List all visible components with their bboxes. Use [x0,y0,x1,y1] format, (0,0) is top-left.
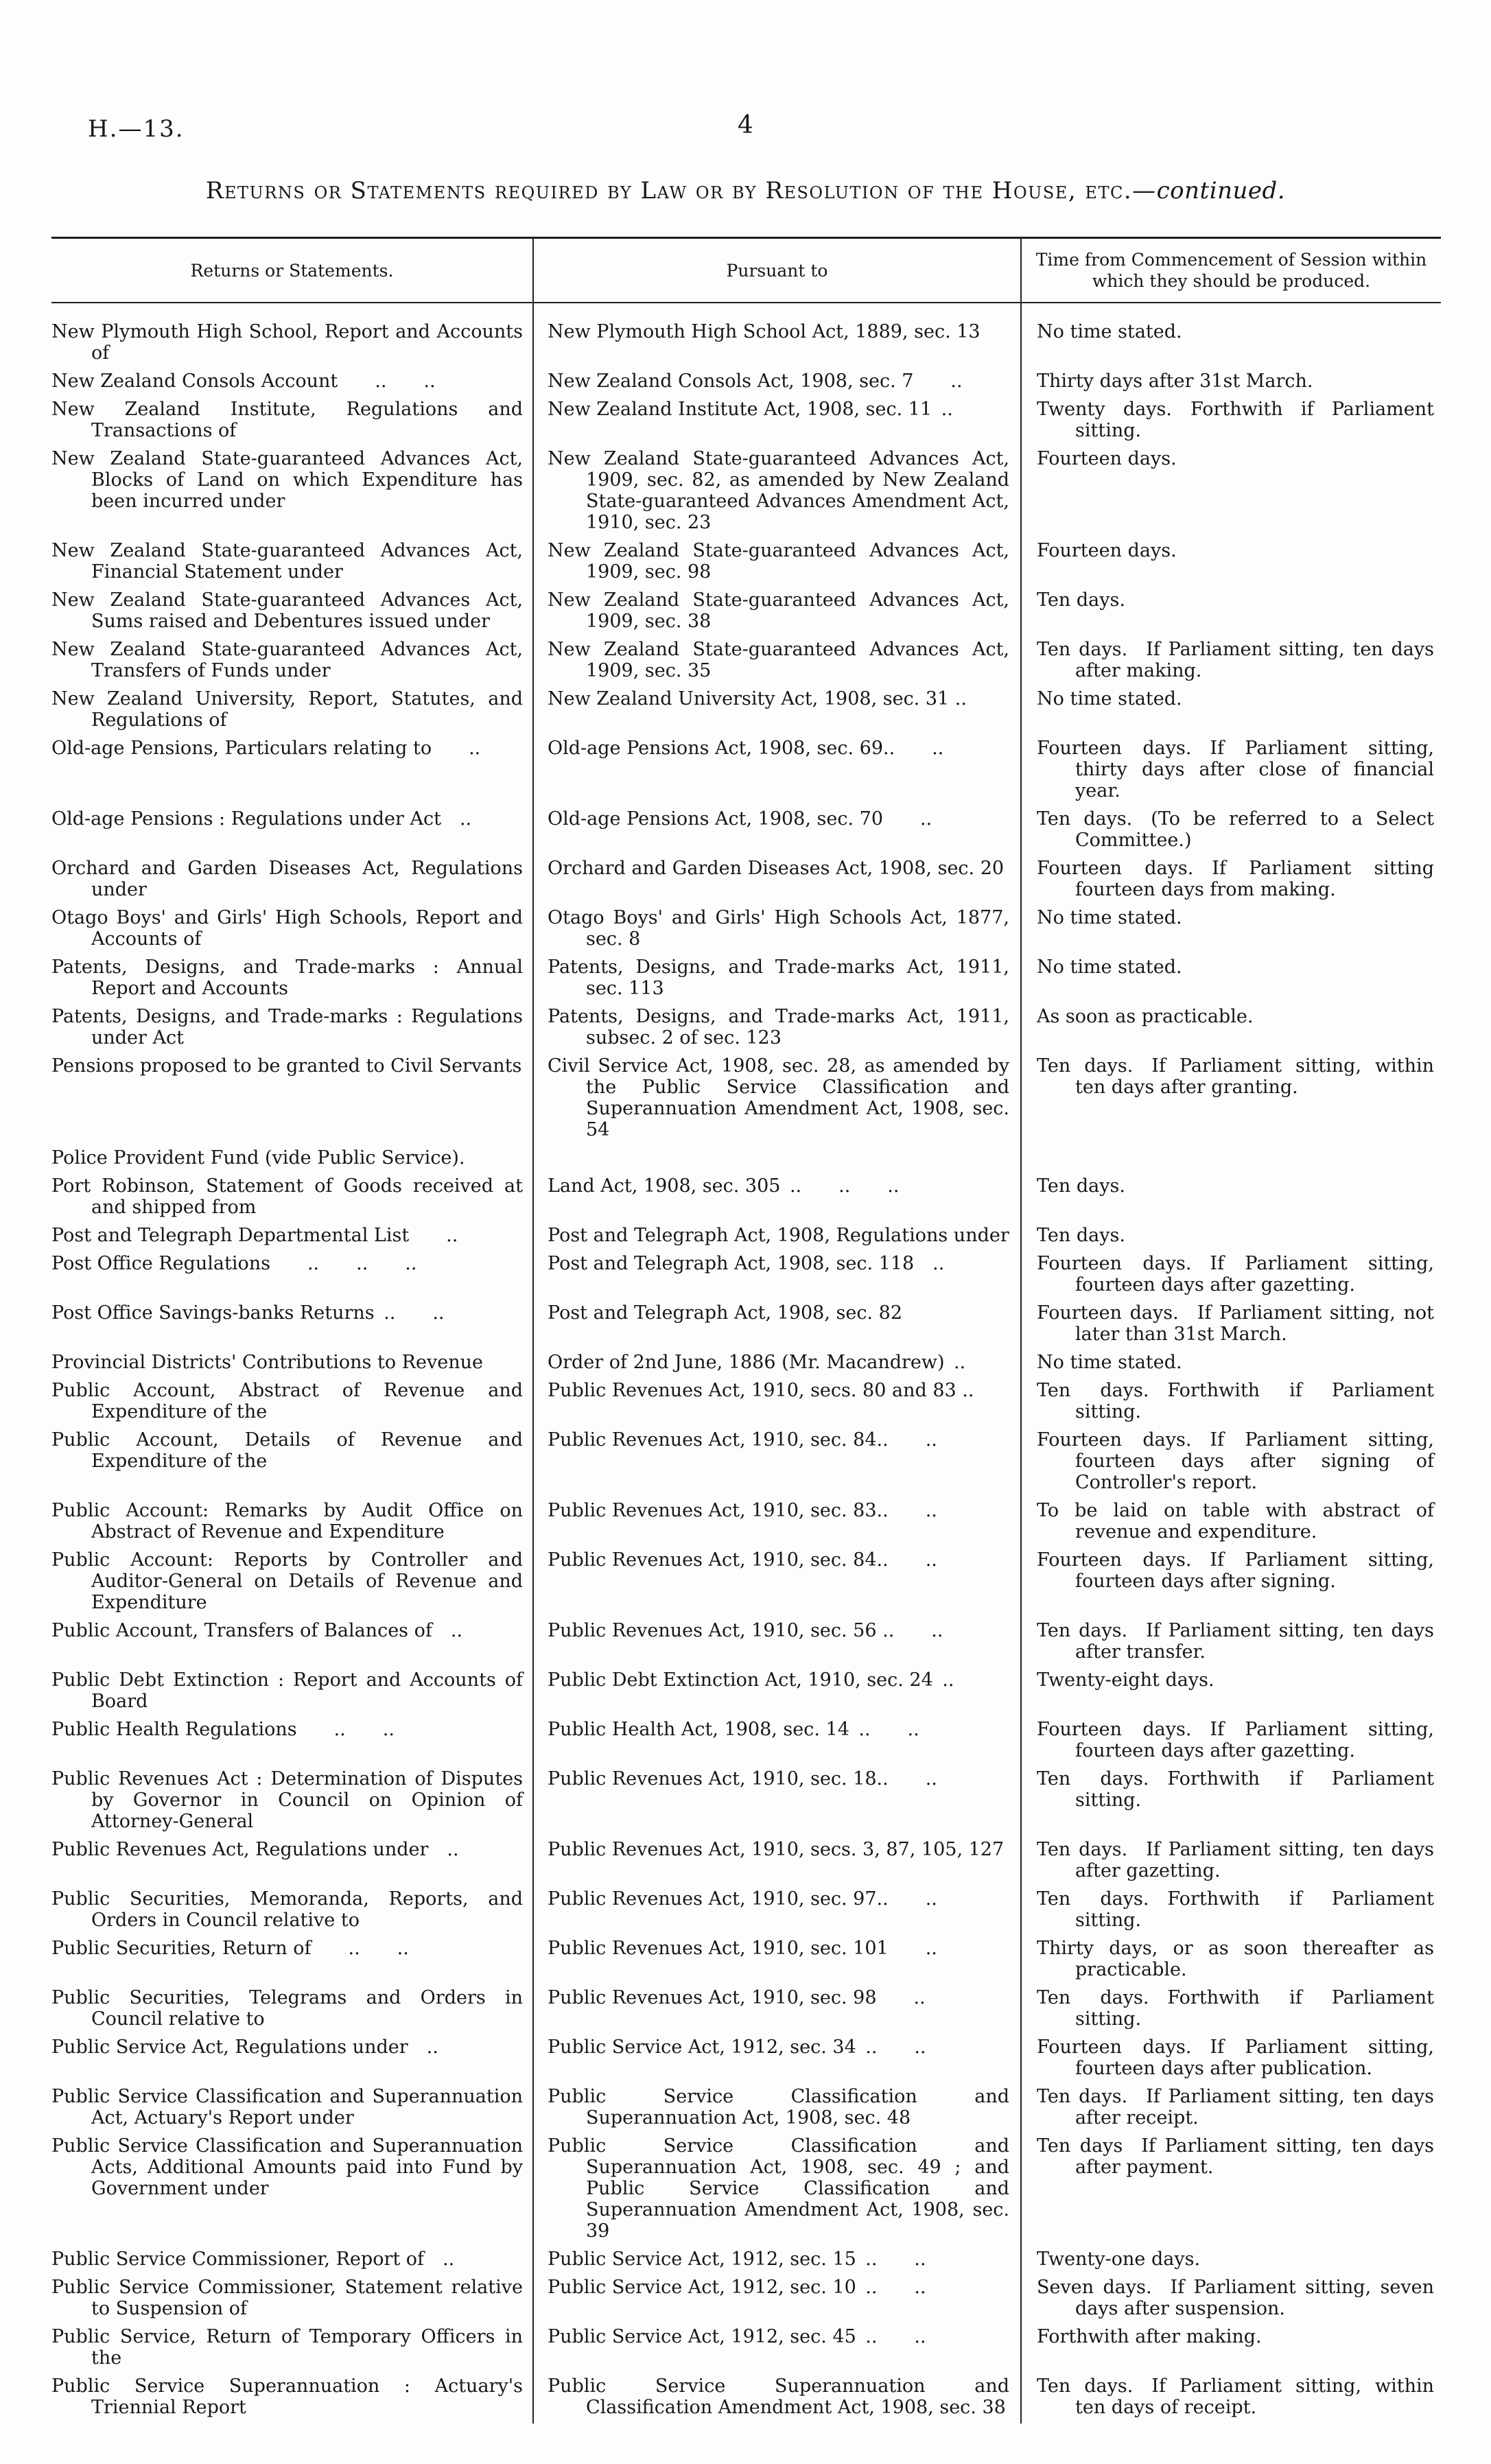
cell-pursuant: Public Revenues Act, 1910, sec. 56 .. .. [533,1619,1021,1668]
cell-pursuant: Public Revenues Act, 1910, secs. 80 and 83 .. [533,1378,1021,1428]
cell-returns: New Zealand State-guaranteed Advances Act, Financial Statement under [51,540,523,583]
cell-time: Fourteen days. [1037,448,1177,469]
cell-pursuant: Public Service Act, 1912, sec. 15 .. .. [533,2247,1021,2275]
table-row [51,1146,1441,1174]
cell-time: Thirty days after 31st March. [1037,371,1313,392]
document-title-continued: continued. [1156,177,1286,204]
cell-returns: Police Provident Fund (vide Public Service). [51,1147,465,1169]
cell-returns: Old-age Pensions, Particulars relating to .. [51,738,481,759]
cell-returns: New Zealand State-guaranteed Advances Act, Blocks of Land on which Expenditure has been incurred under [51,448,523,512]
cell-pursuant: New Zealand State-guaranteed Advances Act, 1909, sec. 98 [533,539,1021,588]
cell-pursuant: Old-age Pensions Act, 1908, sec. 69.. .. [533,736,1021,807]
cell-returns: Public Securities, Telegrams and Orders in Council relative to [51,1987,523,2030]
cell-time: Ten days. If Parliament sitting, within ten days of receipt. [1037,2375,1434,2418]
cell-pursuant: New Zealand University Act, 1908, sec. 31 .. [533,687,1021,736]
cell-pursuant: Public Revenues Act, 1910, sec. 97.. .. [533,1887,1021,1936]
cell-pursuant: Public Revenues Act, 1910, sec. 84.. .. [533,1548,1021,1619]
table-row [51,1668,1441,1717]
cell-returns: Public Service Classification and Superannuation Act, Actuary's Report under [51,2086,523,2128]
cell-time: No time stated. [1037,907,1182,928]
cell-pursuant: Post and Telegraph Act, 1908, sec. 82 [533,1301,1021,1350]
table-row [51,1887,1441,1936]
cell-time: Forthwith after making. [1037,2326,1262,2347]
table-row [51,955,1441,1005]
table-row [51,1378,1441,1428]
cell-time: Fourteen days. If Parliament sitting, thirty days after close of financial year. [1037,738,1434,801]
cell-returns: Public Service Superannuation : Actuary's Triennial Report [51,2375,523,2418]
cell-pursuant: Civil Service Act, 1908, sec. 28, as amended by the Public Service Classification and Superannuation Amendment Act, 1908, sec. 54 [533,1054,1021,1146]
cell-returns: Public Account, Details of Revenue and Expenditure of the [51,1429,523,1472]
cell-pursuant: Public Revenues Act, 1910, secs. 3, 87, 105, 127 [533,1838,1021,1887]
table-row [51,1936,1441,1986]
cell-returns: Otago Boys' and Girls' High Schools, Report and Accounts of [51,907,523,950]
table-row [51,2134,1441,2247]
cell-time: Ten days. If Parliament sitting, ten days after receipt. [1037,2086,1434,2128]
cell-pursuant: Patents, Designs, and Trade-marks Act, 1911, subsec. 2 of sec. 123 [533,1005,1021,1054]
cell-returns: New Zealand Institute, Regulations and Transactions of [51,399,523,441]
table-row [51,1428,1441,1499]
cell-returns: Public Service, Return of Temporary Officers in the [51,2326,523,2369]
cell-returns: Public Account, Transfers of Balances of .. [51,1620,463,1641]
table-row [51,736,1441,807]
cell-returns: Port Robinson, Statement of Goods received at and shipped from [51,1175,523,1218]
cell-pursuant: Public Service Act, 1912, sec. 34 .. .. [533,2035,1021,2085]
cell-time: Ten days. Forthwith if Parliament sitting. [1037,1987,1434,2030]
cell-returns: Public Service Act, Regulations under .. [51,2037,438,2058]
cell-time [1021,1146,1441,1174]
table-row [51,1252,1441,1301]
cell-returns: Public Account, Abstract of Revenue and Expenditure of the [51,1380,523,1422]
cell-pursuant: Otago Boys' and Girls' High Schools Act, 1877, sec. 8 [533,906,1021,955]
table-row [51,1838,1441,1887]
cell-time: Ten days. [1037,1175,1125,1197]
cell-returns: Public Service Classification and Superannuation Acts, Additional Amounts paid into Fund by Government under [51,2135,523,2199]
cell-pursuant: Public Service Act, 1912, sec. 45 .. .. [533,2325,1021,2374]
document-reference: H.—13. [88,115,185,143]
column-header-pursuant: Pursuant to [533,238,1021,303]
cell-time: As soon as practicable. [1037,1006,1254,1027]
cell-pursuant: Patents, Designs, and Trade-marks Act, 1911, sec. 113 [533,955,1021,1005]
cell-returns: New Zealand State-guaranteed Advances Act, Transfers of Funds under [51,639,523,681]
cell-pursuant: New Zealand State-guaranteed Advances Act, 1909, sec. 82, as amended by New Zealand State-guaranteed Advances Amendment Act, 1910, sec. 23 [533,447,1021,539]
cell-pursuant [533,1146,1021,1174]
cell-time: Ten days. (To be referred to a Select Committee.) [1037,808,1434,851]
cell-returns: Post Office Regulations .. .. .. [51,1253,417,1274]
cell-returns: Public Service Commissioner, Statement relative to Suspension of [51,2277,523,2319]
cell-pursuant: Public Revenues Act, 1910, sec. 18.. .. [533,1767,1021,1838]
column-header-time: Time from Commencement of Session within which they should be produced. [1035,250,1427,291]
cell-pursuant: Post and Telegraph Act, 1908, Regulations under [533,1223,1021,1252]
cell-pursuant: New Zealand Institute Act, 1908, sec. 11 .. [533,397,1021,447]
cell-returns: Public Health Regulations .. .. [51,1719,395,1740]
document-title [0,177,1491,204]
table-row [51,588,1441,637]
cell-pursuant: New Plymouth High School Act, 1889, sec. 13 [533,303,1021,369]
cell-pursuant: Public Revenues Act, 1910, sec. 101 .. [533,1936,1021,1986]
table-row [51,1005,1441,1054]
cell-returns: Orchard and Garden Diseases Act, Regulations under [51,858,523,900]
cell-returns: Public Account: Remarks by Audit Office on Abstract of Revenue and Expenditure [51,1500,523,1542]
cell-time: Ten days If Parliament sitting, ten days after payment. [1037,2135,1434,2178]
cell-pursuant: Public Debt Extinction Act, 1910, sec. 24 .. [533,1668,1021,1717]
cell-pursuant: Public Service Act, 1912, sec. 10 .. .. [533,2275,1021,2325]
cell-pursuant: Public Revenues Act, 1910, sec. 84.. .. [533,1428,1021,1499]
cell-time: No time stated. [1037,957,1182,978]
returns-table [51,237,1441,2424]
table-row [51,1767,1441,1838]
cell-time: Fourteen days. If Parliament sitting, fourteen days after signing of Controller's report. [1037,1429,1434,1493]
cell-returns: Public Securities, Memoranda, Reports, and Orders in Council relative to [51,1888,523,1931]
table-row [51,1174,1441,1223]
cell-returns: Public Service Commissioner, Report of .. [51,2249,455,2270]
cell-returns: Patents, Designs, and Trade-marks : Regulations under Act [51,1006,523,1048]
cell-returns: New Zealand State-guaranteed Advances Act, Sums raised and Debentures issued under [51,589,523,632]
table-row [51,1499,1441,1548]
table-row [51,1301,1441,1350]
cell-pursuant: Old-age Pensions Act, 1908, sec. 70 .. [533,807,1021,856]
cell-pursuant: Public Revenues Act, 1910, sec. 83.. .. [533,1499,1021,1548]
cell-time: Ten days. Forthwith if Parliament sitting. [1037,1768,1434,1811]
table-row [51,1054,1441,1146]
cell-pursuant: Public Service Classification and Superannuation Act, 1908, sec. 48 [533,2085,1021,2134]
table-row [51,303,1441,369]
cell-time: Ten days. If Parliament sitting, within ten days after granting. [1037,1055,1434,1098]
cell-returns: New Zealand University, Report, Statutes, and Regulations of [51,688,523,731]
cell-time: Twenty-eight days. [1037,1669,1214,1691]
cell-time: No time stated. [1037,688,1182,709]
cell-returns: Post and Telegraph Departmental List .. [51,1225,458,1246]
table-row [51,369,1441,397]
cell-returns: Provincial Districts' Contributions to Revenue [51,1352,483,1373]
cell-time: Ten days. If Parliament sitting, ten days after making. [1037,639,1434,681]
table-row [51,906,1441,955]
table-row [51,856,1441,906]
table-row [51,807,1441,856]
cell-time: To be laid on table with abstract of revenue and expenditure. [1037,1500,1434,1542]
column-header-returns: Returns or Statements. [190,260,394,281]
table-row [51,1223,1441,1252]
table-header-row [51,238,1441,303]
cell-time: Ten days. [1037,1225,1125,1246]
cell-time: No time stated. [1037,321,1182,342]
cell-returns: Patents, Designs, and Trade-marks : Annual Report and Accounts [51,957,523,999]
cell-time: Seven days. If Parliament sitting, seven days after suspension. [1037,2277,1434,2319]
cell-time: Fourteen days. If Parliament sitting, fourteen days after gazetting. [1037,1719,1434,1761]
table-row [51,539,1441,588]
table-row [51,2374,1441,2424]
cell-pursuant: Public Service Superannuation and Classification Amendment Act, 1908, sec. 38 [533,2374,1021,2424]
cell-returns: New Zealand Consols Account .. .. [51,371,436,392]
cell-time: Ten days. Forthwith if Parliament sitting. [1037,1380,1434,1422]
cell-returns: New Plymouth High School, Report and Accounts of [51,321,523,364]
table-row [51,687,1441,736]
cell-returns: Public Debt Extinction : Report and Accounts of Board [51,1669,523,1712]
cell-time: Ten days. Forthwith if Parliament sitting. [1037,1888,1434,1931]
table-row [51,2275,1441,2325]
cell-time: Fourteen days. If Parliament sitting, not later than 31st March. [1037,1302,1434,1345]
table-row [51,1986,1441,2035]
table-body [51,303,1441,2424]
cell-returns: Public Revenues Act, Regulations under .. [51,1839,459,1860]
cell-time: Fourteen days. If Parliament sitting, fourteen days after publication. [1037,2037,1434,2079]
cell-time: Fourteen days. If Parliament sitting, fourteen days after signing. [1037,1549,1434,1592]
document-title-main: Returns or Statements required by Law or by Resolution of the House, etc.— [205,177,1157,204]
cell-returns: Public Revenues Act : Determination of Disputes by Governor in Council on Opinion of Attorney-General [51,1768,523,1832]
table-row [51,2035,1441,2085]
cell-time: Fourteen days. If Parliament sitting, fourteen days after gazetting. [1037,1253,1434,1295]
table-row [51,637,1441,687]
cell-returns: Old-age Pensions : Regulations under Act .. [51,808,472,830]
table-row [51,397,1441,447]
cell-returns: Public Securities, Return of .. .. [51,1938,409,1959]
cell-pursuant: Orchard and Garden Diseases Act, 1908, sec. 20 [533,856,1021,906]
cell-returns: Pensions proposed to be granted to Civil Servants [51,1055,522,1077]
cell-time: Ten days. [1037,589,1125,611]
table-row [51,2085,1441,2134]
cell-pursuant: New Zealand State-guaranteed Advances Act, 1909, sec. 38 [533,588,1021,637]
cell-pursuant: Land Act, 1908, sec. 305 .. .. .. [533,1174,1021,1223]
table-row [51,1717,1441,1767]
page-number: 4 [738,111,753,139]
cell-time: Fourteen days. If Parliament sitting fourteen days from making. [1037,858,1434,900]
cell-time: Twenty-one days. [1037,2249,1201,2270]
cell-time: Fourteen days. [1037,540,1177,561]
table-row [51,2325,1441,2374]
cell-pursuant: New Zealand Consols Act, 1908, sec. 7 .. [533,369,1021,397]
cell-pursuant: Public Revenues Act, 1910, sec. 98 .. [533,1986,1021,2035]
cell-time: Thirty days, or as soon thereafter as practicable. [1037,1938,1434,1980]
table-header [51,238,1441,303]
table-row [51,1350,1441,1378]
cell-pursuant: New Zealand State-guaranteed Advances Act, 1909, sec. 35 [533,637,1021,687]
cell-time: Ten days. If Parliament sitting, ten days after gazetting. [1037,1839,1434,1881]
table-row [51,1548,1441,1619]
cell-pursuant: Public Service Classification and Superannuation Act, 1908, sec. 49 ; and Public Service Classification and Superannuation Amendment Act, 1908, sec. 39 [533,2134,1021,2247]
cell-time: Ten days. If Parliament sitting, ten days after transfer. [1037,1620,1434,1663]
cell-time: Twenty days. Forthwith if Parliament sitting. [1037,399,1434,441]
cell-pursuant: Post and Telegraph Act, 1908, sec. 118 .. [533,1252,1021,1301]
cell-pursuant: Public Health Act, 1908, sec. 14 .. .. [533,1717,1021,1767]
table-row [51,2247,1441,2275]
cell-returns: Post Office Savings-banks Returns .. .. [51,1302,445,1324]
cell-time: No time stated. [1037,1352,1182,1373]
table-row [51,447,1441,539]
cell-returns: Public Account: Reports by Controller and Auditor-General on Details of Revenue and Expenditure [51,1549,523,1613]
cell-pursuant: Order of 2nd June, 1886 (Mr. Macandrew) .. [533,1350,1021,1378]
table-row [51,1619,1441,1668]
